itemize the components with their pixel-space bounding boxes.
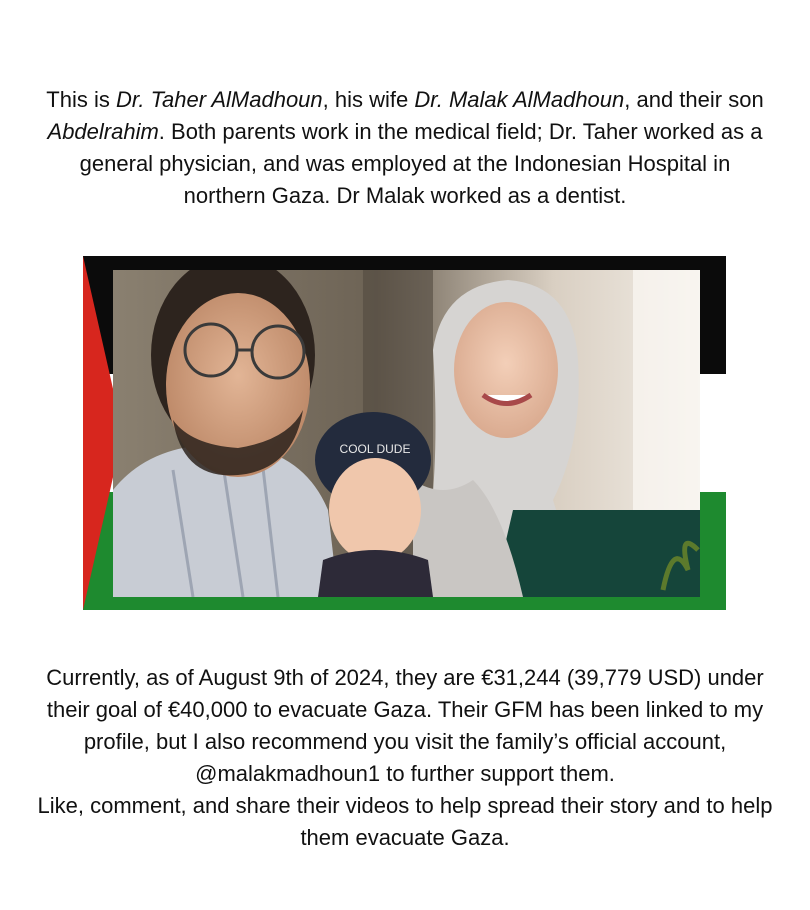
intro-name-malak: Dr. Malak AlMadhoun <box>414 87 625 112</box>
intro-text-1: This is <box>46 87 116 112</box>
intro-text-3: , and their son <box>624 87 764 112</box>
outro-paragraph <box>30 662 780 854</box>
intro-text-4: . Both parents work in the medical field; Dr. Taher worked as a general physician, and was employed at the Indonesian Hospital in northern Gaza. Dr Malak worked as a dentist. <box>79 119 763 208</box>
baby-cap-text: COOL DUDE <box>339 442 411 456</box>
family-photo <box>113 270 700 597</box>
outro-text-1: Currently, as of August 9th of 2024, they are €31,244 (39,779 USD) under their goal of €40,000 to evacuate Gaza. Their GFM has been linked to my profile, but I also recommend you visit the family’s official account, @malakmadhoun1 to further support them. <box>46 665 764 786</box>
outro-text-2: Like, comment, and share their videos to help spread their story and to help them evacuate Gaza. <box>37 793 773 850</box>
intro-name-taher: Dr. Taher AlMadhoun <box>115 87 323 112</box>
intro-name-abdelrahim: Abdelrahim <box>47 119 159 144</box>
intro-text-2: , his wife <box>322 87 415 112</box>
family-photo-illustration <box>113 270 700 597</box>
family-photo-frame <box>83 256 726 610</box>
intro-paragraph <box>40 84 770 212</box>
